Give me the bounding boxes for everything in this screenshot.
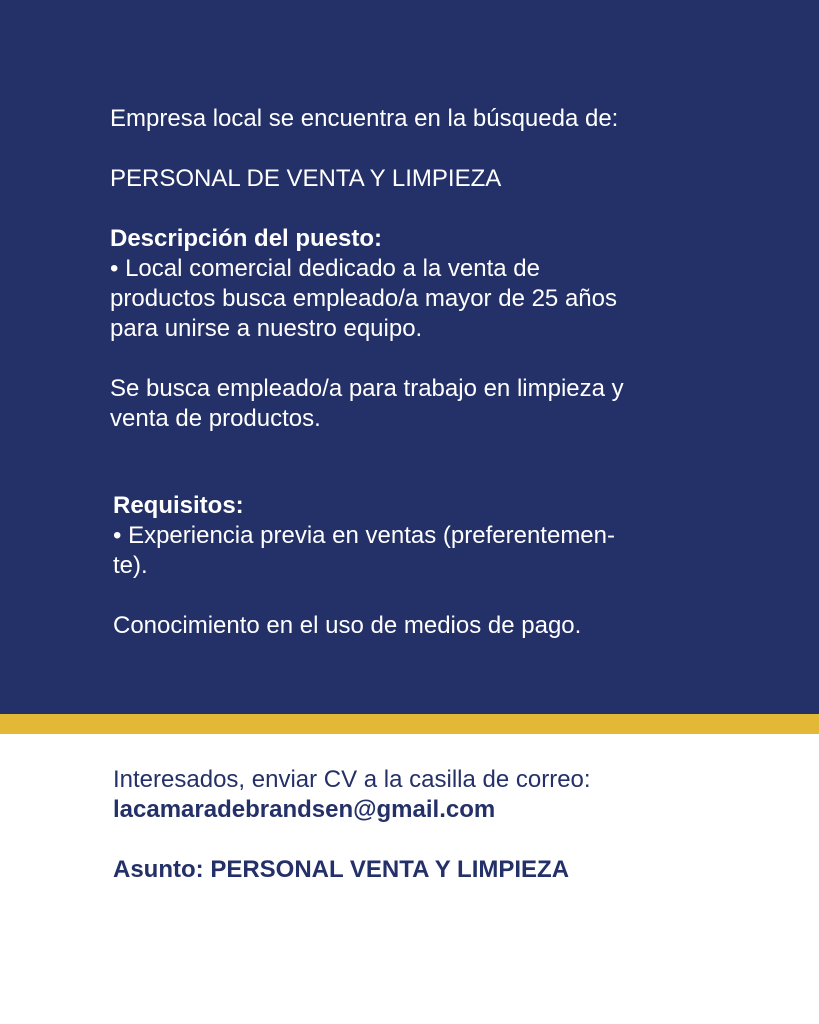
description-extra-line: Se busca empleado/a para trabajo en limpieza y bbox=[110, 375, 624, 402]
description-line: • Local comercial dedicado a la venta de bbox=[110, 255, 540, 282]
requirements-extra-line: Conocimiento en el uso de medios de pago. bbox=[113, 612, 582, 639]
contact-instruction: Interesados, enviar CV a la casilla de correo: bbox=[113, 766, 591, 793]
requirements-heading: Requisitos: bbox=[113, 492, 244, 519]
accent-stripe bbox=[0, 714, 819, 734]
description-line: para unirse a nuestro equipo. bbox=[110, 315, 423, 342]
requirements-line: te). bbox=[113, 552, 148, 579]
description-extra-line: venta de productos. bbox=[110, 405, 321, 432]
description-heading: Descripción del puesto: bbox=[110, 225, 383, 252]
position-title: PERSONAL DE VENTA Y LIMPIEZA bbox=[110, 165, 502, 192]
description-line: productos busca empleado/a mayor de 25 años bbox=[110, 285, 617, 312]
contact-subject: Asunto: PERSONAL VENTA Y LIMPIEZA bbox=[113, 856, 570, 883]
requirements-line: • Experiencia previa en ventas (preferentemen- bbox=[113, 522, 615, 549]
contact-email: lacamaradebrandsen@gmail.com bbox=[113, 796, 496, 823]
intro-text: Empresa local se encuentra en la búsqueda de: bbox=[110, 105, 619, 132]
